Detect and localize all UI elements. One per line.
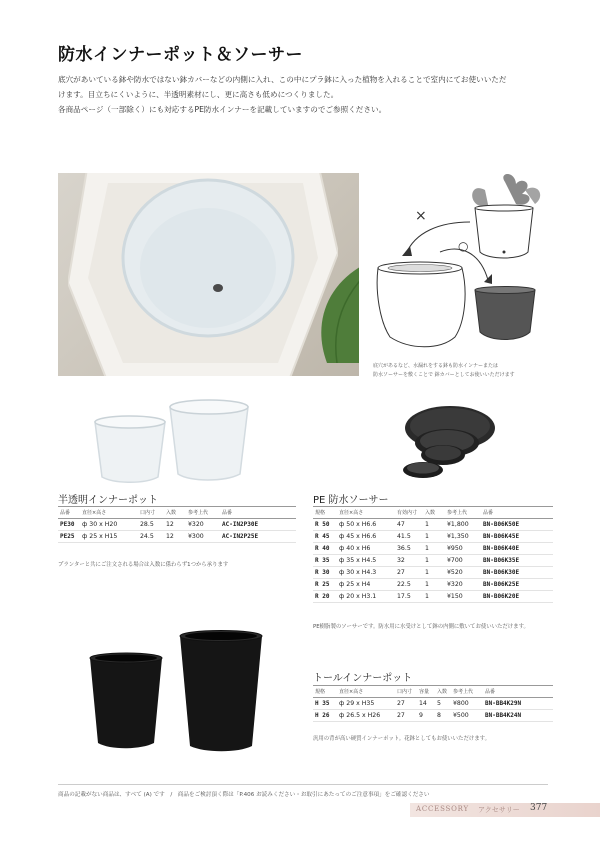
page-number: 377 <box>530 803 548 813</box>
table-cell: 36.5 <box>395 543 423 555</box>
table-cell: H 26 <box>313 710 337 722</box>
column-header: 入数 <box>423 507 445 519</box>
table-cell: BN-BB4K24N <box>483 710 553 722</box>
column-header: 規格 <box>313 686 337 698</box>
inner-pot-table <box>58 506 296 543</box>
table-cell: ¥700 <box>445 555 481 567</box>
table-cell: 47 <box>395 519 423 531</box>
table-cell: ¥1,800 <box>445 519 481 531</box>
column-header: 容量 <box>417 686 435 698</box>
usage-diagram <box>370 172 550 362</box>
saucer-table <box>313 506 553 603</box>
saucer-note: PE樹脂製のソーサーです。防水用に水受けとして鉢の内側に敷いてお使いいただけます。 <box>313 624 529 630</box>
tall-pot-title: トールインナーポット <box>313 673 413 684</box>
table-cell: ¥150 <box>445 591 481 603</box>
table-header-row <box>58 507 296 519</box>
table-cell: AC-IN2P30E <box>220 519 296 531</box>
leaf-decoration <box>307 263 359 363</box>
table-cell: 27 <box>395 567 423 579</box>
intro-text <box>58 72 558 117</box>
table-cell: 22.5 <box>395 579 423 591</box>
table-cell: 1 <box>423 555 445 567</box>
table-header-row <box>313 686 553 698</box>
table-cell: ф 30 x H20 <box>80 519 138 531</box>
table-cell: 1 <box>423 579 445 591</box>
table-cell: 41.5 <box>395 531 423 543</box>
table-cell: BN-B06K25E <box>481 579 553 591</box>
table-cell: 27 <box>395 698 417 710</box>
table-cell: R 45 <box>313 531 337 543</box>
hexagon-planter-illustration <box>68 173 338 376</box>
table-cell: 12 <box>164 531 186 543</box>
table-cell: 1 <box>423 567 445 579</box>
intro-line: 底穴があいている鉢や防水ではない鉢カバーなどの内側に入れ、この中にプラ鉢に入った植物を入れることで室内にてお使いいただ <box>58 75 507 84</box>
tall-inner-pot-photo <box>80 628 265 753</box>
column-header: 直径×高さ <box>337 686 395 698</box>
table-cell: ф 26.5 x H26 <box>337 710 395 722</box>
ng-mark: × <box>415 208 427 224</box>
table-cell: 12 <box>164 519 186 531</box>
table-cell: ¥950 <box>445 543 481 555</box>
table-cell: ф 25 x H15 <box>80 531 138 543</box>
hexagon-planter-photo <box>58 173 359 376</box>
table-cell: ф 30 x H4.3 <box>337 567 395 579</box>
table-cell: BN-B06K45E <box>481 531 553 543</box>
column-header: 参考上代 <box>186 507 220 519</box>
saucer-stack-photo <box>395 398 505 483</box>
table-cell: ф 40 x H6 <box>337 543 395 555</box>
table-cell: AC-IN2P25E <box>220 531 296 543</box>
inner-pot-title: 半透明インナーポット <box>58 495 158 506</box>
table-cell: 14 <box>417 698 435 710</box>
table-cell: 27 <box>395 710 417 722</box>
column-header: 品番 <box>58 507 80 519</box>
table-cell: R 25 <box>313 579 337 591</box>
column-header: 品番 <box>220 507 296 519</box>
tall-pot-table <box>313 685 553 722</box>
table-cell: ф 20 x H3.1 <box>337 591 395 603</box>
table-cell: ф 45 x H6.6 <box>337 531 395 543</box>
table-cell: ¥520 <box>445 567 481 579</box>
table-row <box>313 531 553 543</box>
table-cell: 1 <box>423 543 445 555</box>
table-cell: H 35 <box>313 698 337 710</box>
table-cell: 1 <box>423 519 445 531</box>
table-cell: 24.5 <box>138 531 164 543</box>
table-row <box>313 567 553 579</box>
table-cell: ¥300 <box>186 531 220 543</box>
table-cell: BN-B06K20E <box>481 591 553 603</box>
diagram-note-line: 底穴があるなど、水漏れをする鉢も防水インナーまたは <box>373 363 499 369</box>
column-header: 口内寸 <box>395 686 417 698</box>
column-header: 参考上代 <box>445 507 481 519</box>
table-row <box>313 519 553 531</box>
diagram-note-line: 防水ソーサーを敷くことで 鉢カバーとしてお使いいただけます <box>373 372 515 378</box>
column-header: 品番 <box>481 507 553 519</box>
table-cell: ¥320 <box>186 519 220 531</box>
table-cell: R 50 <box>313 519 337 531</box>
table-row <box>313 555 553 567</box>
ok-mark: ○ <box>458 239 469 253</box>
table-cell: 1 <box>423 531 445 543</box>
column-header: 入数 <box>435 686 451 698</box>
saucer-title: PE 防水ソーサー <box>313 495 389 506</box>
table-cell: 5 <box>435 698 451 710</box>
table-cell: 8 <box>435 710 451 722</box>
table-cell: ф 29 x H35 <box>337 698 395 710</box>
table-cell: BN-B06K50E <box>481 519 553 531</box>
table-cell: BN-B06K30E <box>481 567 553 579</box>
table-cell: BN-BB4K29N <box>483 698 553 710</box>
column-header: 参考上代 <box>451 686 483 698</box>
table-cell: R 40 <box>313 543 337 555</box>
column-header: 入数 <box>164 507 186 519</box>
table-cell: ф 25 x H4 <box>337 579 395 591</box>
table-cell: ¥500 <box>451 710 483 722</box>
table-cell: PE30 <box>58 519 80 531</box>
translucent-inner-pot-photo <box>90 392 250 487</box>
table-cell: 17.5 <box>395 591 423 603</box>
column-header: 規格 <box>313 507 337 519</box>
page-title: 防水インナーポット＆ソーサー <box>58 45 303 65</box>
table-cell: R 20 <box>313 591 337 603</box>
table-cell: 9 <box>417 710 435 722</box>
inner-pot-note: プランターと共にご注文される場合は入数に係わらず1つから承ります <box>58 562 229 568</box>
diagram-note <box>373 362 558 380</box>
intro-line: 各商品ページ（一部除く）にも対応するPE防水インナーを記載していますのでご参照ください。 <box>58 105 387 114</box>
table-row <box>313 579 553 591</box>
table-cell: 32 <box>395 555 423 567</box>
table-cell: PE25 <box>58 531 80 543</box>
table-cell: BN-B06K40E <box>481 543 553 555</box>
table-row <box>58 519 296 531</box>
table-header-row <box>313 507 553 519</box>
footer-note: 商品の記載がない商品は、すべて (A) です / 商品をご検討頂く際は「P.406 お読みください・お取引にあたってのご注意事項」をご確認ください <box>58 792 430 798</box>
table-cell: R 35 <box>313 555 337 567</box>
table-cell: ф 50 x H6.6 <box>337 519 395 531</box>
table-cell: 28.5 <box>138 519 164 531</box>
table-cell: BN-B06K35E <box>481 555 553 567</box>
table-cell: ф 35 x H4.5 <box>337 555 395 567</box>
table-cell: ¥800 <box>451 698 483 710</box>
table-row <box>313 543 553 555</box>
table-cell: ¥1,350 <box>445 531 481 543</box>
column-header: 直径×高さ <box>337 507 395 519</box>
column-header: 直径×高さ <box>80 507 138 519</box>
table-cell: 1 <box>423 591 445 603</box>
table-row <box>58 531 296 543</box>
category-ja: アクセサリー <box>478 806 520 814</box>
tall-pot-note: 汎用の背が高い硬質インナーポット。花鉢としてもお使いいただけます。 <box>313 736 490 742</box>
category-band <box>410 803 600 817</box>
category-en: ACCESSORY <box>416 805 469 813</box>
column-header: 品番 <box>483 686 553 698</box>
table-row <box>313 698 553 710</box>
table-cell: ¥320 <box>445 579 481 591</box>
intro-line: けます。目立ちにくいように、半透明素材にし、更に高さも低めにつくりました。 <box>58 90 339 99</box>
table-cell: R 30 <box>313 567 337 579</box>
column-header: 有効内寸 <box>395 507 423 519</box>
footer-divider <box>58 784 548 785</box>
column-header: 口内寸 <box>138 507 164 519</box>
table-row <box>313 591 553 603</box>
table-row <box>313 710 553 722</box>
